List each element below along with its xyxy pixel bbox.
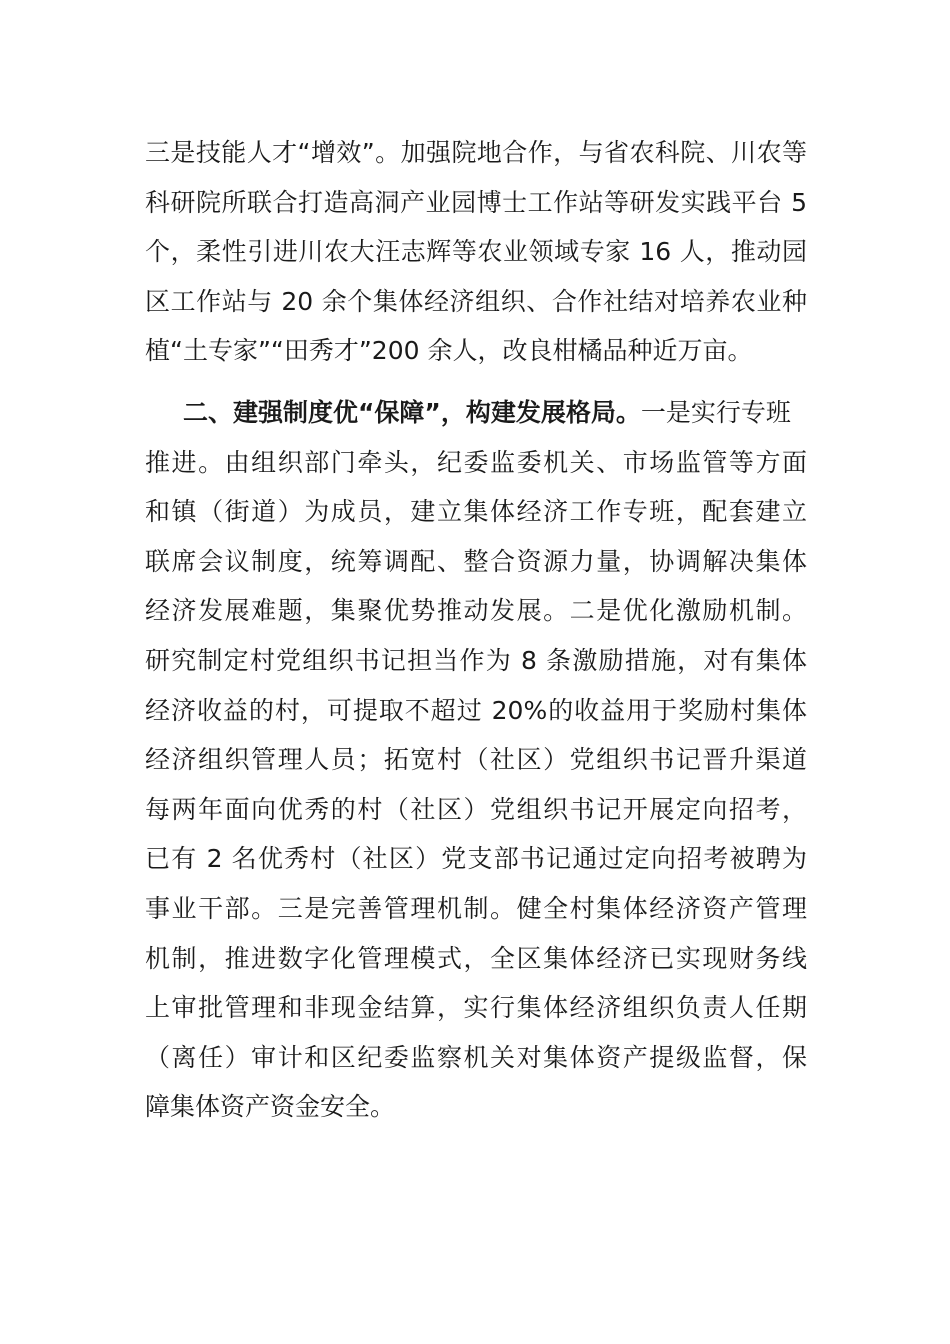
text-line: 经济收益的村，可提取不超过 20%的收益用于奖励村集体 xyxy=(145,695,807,725)
text-line: 联席会议制度，统筹调配、整合资源力量，协调解决集体 xyxy=(145,546,807,576)
text-line: 事业干部。三是完善管理机制。健全村集体经济资产管理 xyxy=(145,893,807,923)
paragraph-skills-talent xyxy=(145,128,807,376)
text-line: （离任）审计和区纪委监察机关对集体资产提级监督，保 xyxy=(145,1042,807,1072)
text-line-first xyxy=(145,388,807,438)
text-line: 研究制定村党组织书记担当作为 8 条激励措施，对有集体 xyxy=(145,645,807,675)
text-line: 障集体资产资金安全。 xyxy=(145,1092,396,1122)
text-line: 和镇（街道）为成员，建立集体经济工作专班，配套建立 xyxy=(145,497,807,527)
text-line: 推进。由组织部门牵头，纪委监委机关、市场监管等方面 xyxy=(145,447,807,477)
text-line: 三是技能人才“增效”。加强院地合作，与省农科院、川农等 xyxy=(145,138,807,167)
text-line: 个，柔性引进川农大汪志辉等农业领域专家 16 人，推动园 xyxy=(145,237,807,267)
text-line: 机制，推进数字化管理模式，全区集体经济已实现财务线 xyxy=(145,943,807,973)
text-line: 每两年面向优秀的村（社区）党组织书记开展定向招考， xyxy=(145,794,807,824)
text-line: 经济发展难题，集聚优势推动发展。二是优化激励机制。 xyxy=(145,596,807,626)
text-line: 已有 2 名优秀村（社区）党支部书记通过定向招考被聘为 xyxy=(145,844,807,874)
text-line: 区工作站与 20 余个集体经济组织、合作社结对培养农业种 xyxy=(145,286,807,316)
text-line: 科研院所联合打造高洞产业园博士工作站等研发实践平台 5 xyxy=(145,187,807,217)
text-run: 一是实行专班 xyxy=(640,397,791,427)
text-line: 经济组织管理人员；拓宽村（社区）党组织书记晋升渠道 xyxy=(145,745,807,775)
text-line: 植“土专家”“田秀才”200 余人，改良柑橘品种近万亩。 xyxy=(145,336,753,366)
section-heading: 二、建强制度优“保障”，构建发展格局。 xyxy=(183,397,641,427)
document-body xyxy=(145,128,807,1132)
paragraph-system-guarantee xyxy=(145,388,807,1132)
text-line: 上审批管理和非现金结算，实行集体经济组织负责人任期 xyxy=(145,993,807,1023)
